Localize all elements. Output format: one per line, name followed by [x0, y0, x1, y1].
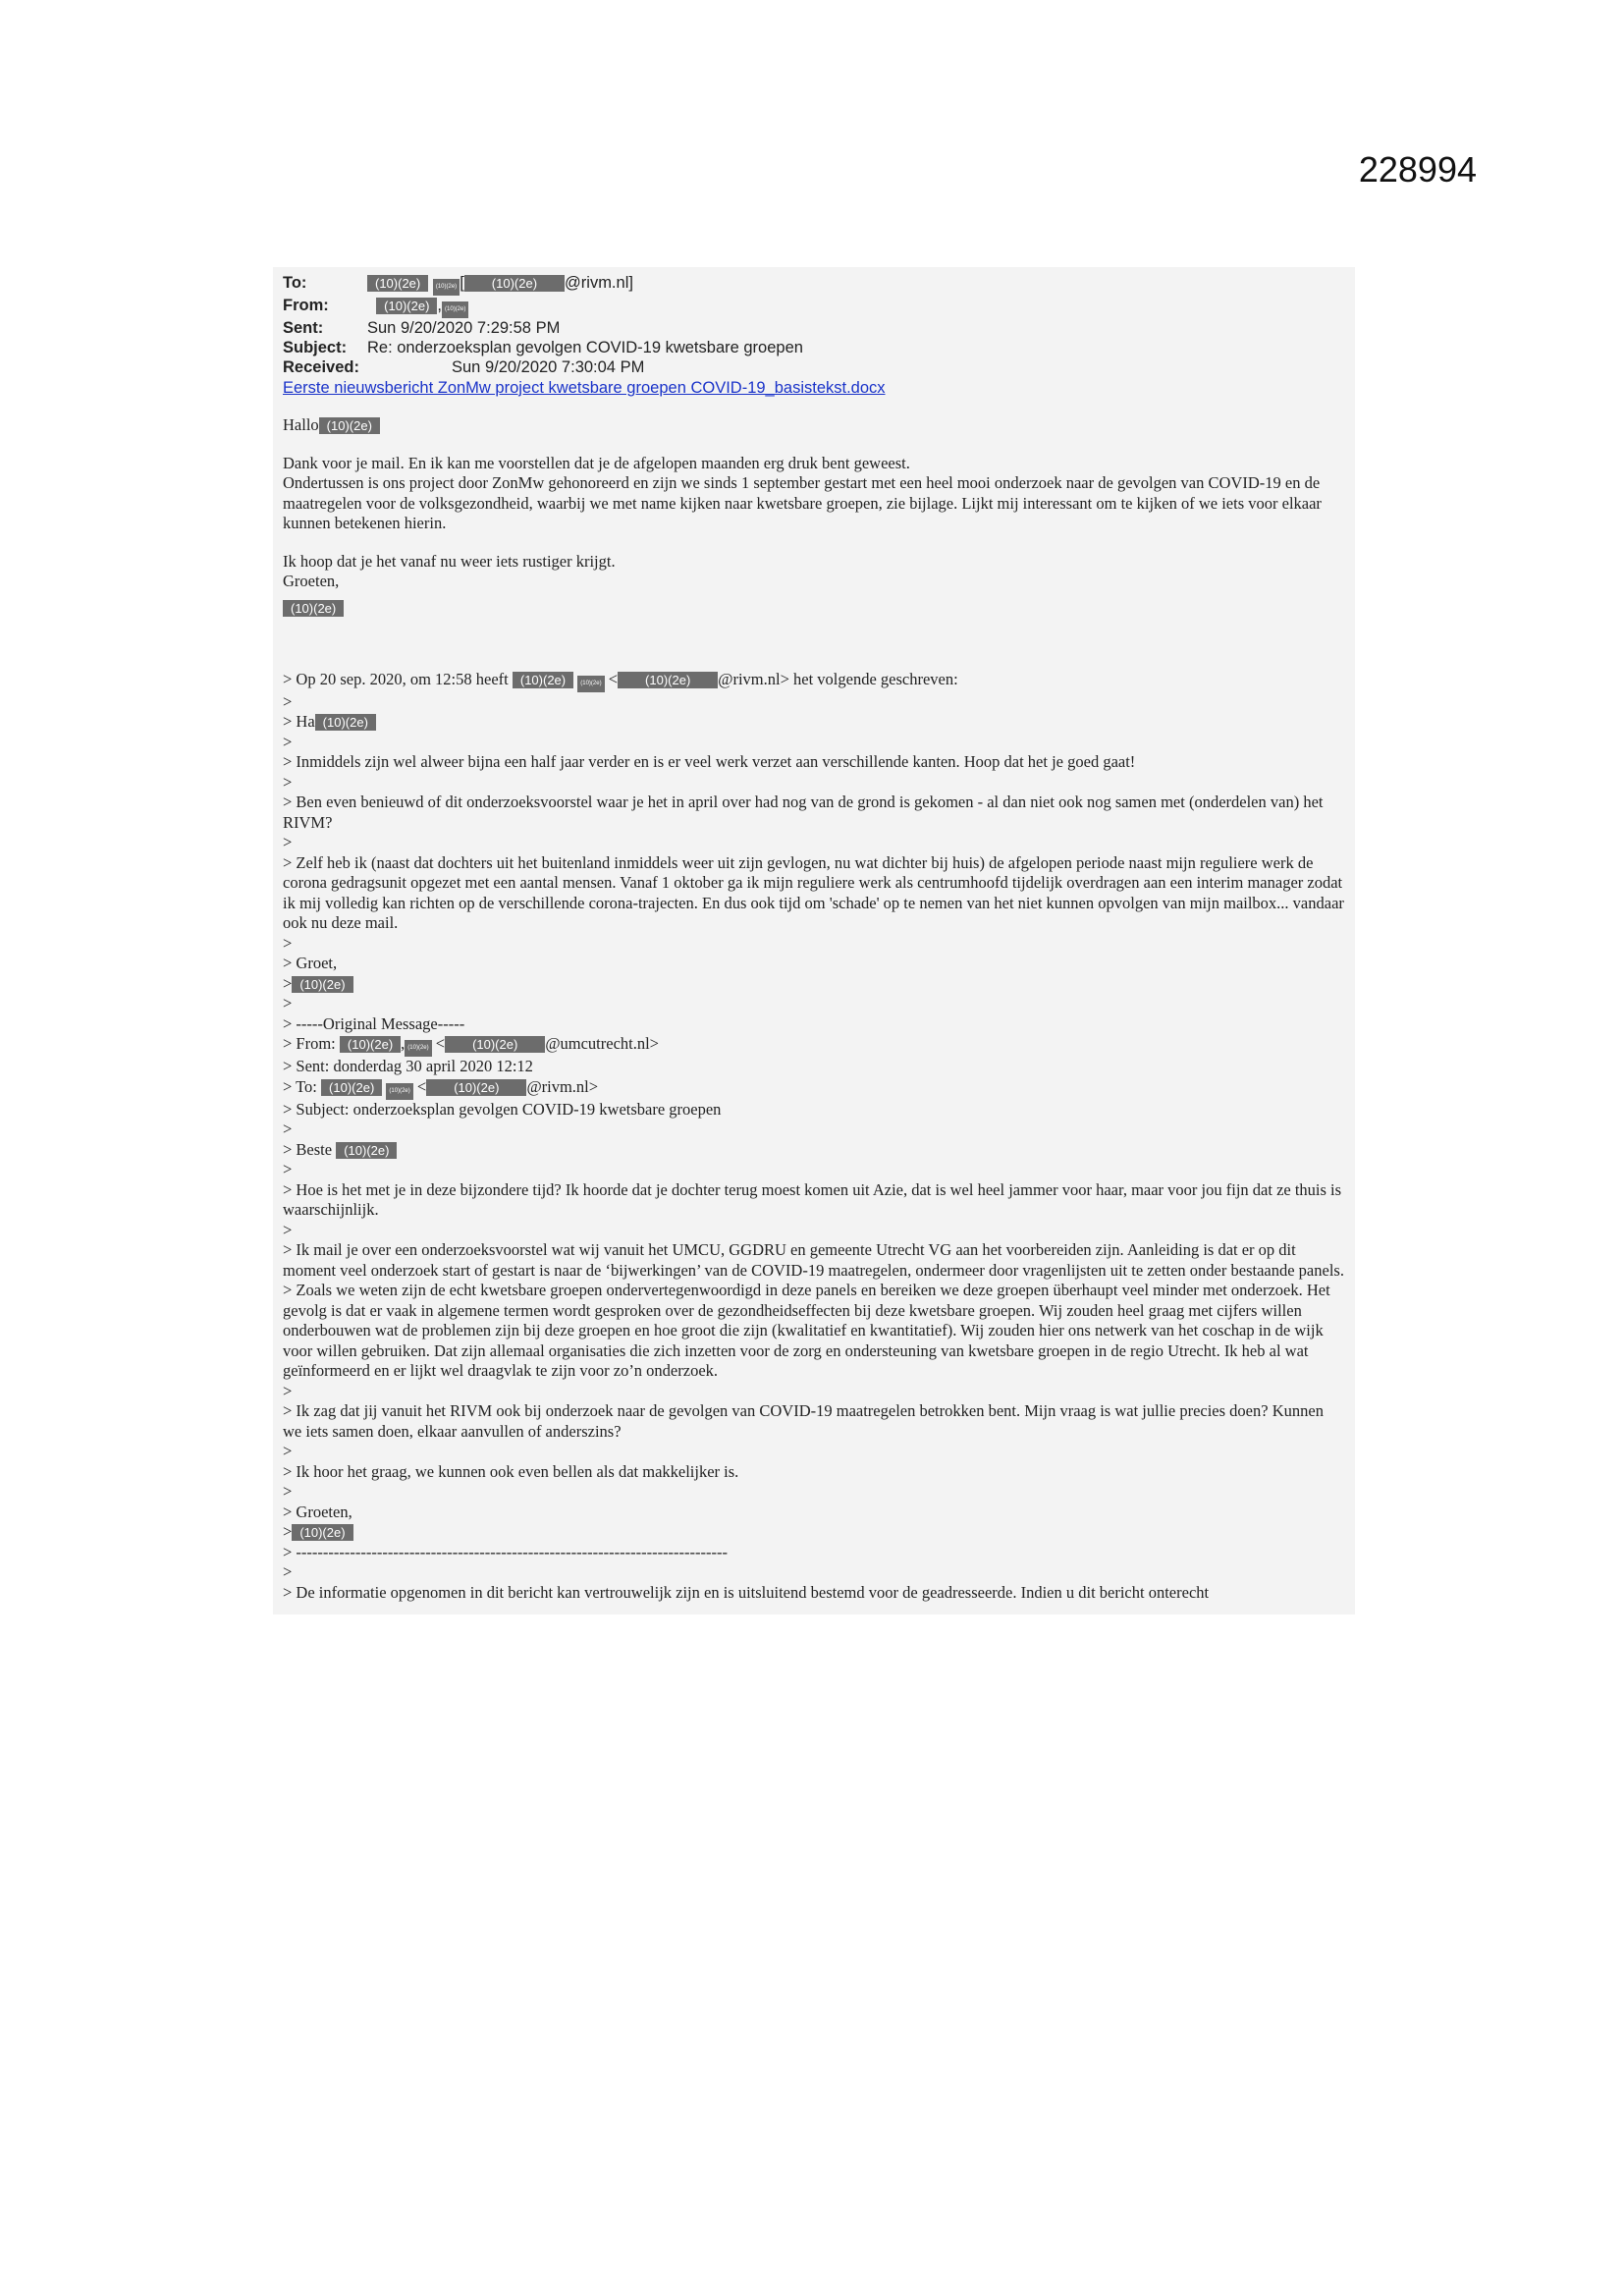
quoted-intro-text: > Op 20 sep. 2020, om 12:58 heeft — [283, 669, 509, 688]
quote-marker: > — [283, 1482, 293, 1501]
quote-marker: > — [283, 772, 293, 792]
quoted-beste — [283, 1140, 1345, 1161]
redaction: (10)(2e) — [367, 275, 428, 292]
quote-marker: > — [283, 994, 293, 1012]
sent-value: Sun 9/20/2020 7:29:58 PM — [367, 319, 561, 337]
quote-marker: > — [283, 1562, 293, 1581]
quote-marker: > — [283, 833, 293, 851]
quoted-to-label: > To: — [283, 1076, 317, 1096]
quoted-closing: > Groeten, — [283, 1502, 352, 1521]
to-row — [283, 273, 1345, 296]
redaction: (10)(2e) — [426, 1079, 526, 1096]
quote-marker: > — [283, 691, 293, 711]
quoted-paragraph: > Zoals we weten zijn de echt kwetsbare groepen ondervertegenwoordigd in deze panels en bereiken we deze groepen überhaupt veel minder met onderzoek. Het gevolg is dat er vaak in algemene termen wordt gesproken over de gezondheidseffecten bij deze kwetsbare groepen. Wij zouden heel graag met cijfers willen onderbouwen wat de problemen zijn bij deze groepen en hoe groot die zijn (kwalitatief en kwantitatief). Wij zouden hier ons netwerk van het coschap in de wijk voor willen gebruiken. Dat zijn allemaal organisaties die zich inzetten voor de zorg en ondersteuning van kwetsbare groepen in de regio Utrecht. Ik heb al wat geïnformeerd en er lijkt wel draagvlak te zijn voor zo’n onderzoek. — [283, 1281, 1330, 1380]
lt: < — [416, 1076, 427, 1096]
quoted-intro — [283, 670, 1345, 692]
quoted-paragraph: > Zelf heb ik (naast dat dochters uit het buitenland inmiddels weer uit zijn gevlogen, nu wat dichter bij huis) de afgelopen periode naast mijn reguliere werk de corona gedragsunit opgezet met een aantal mensen. Vanaf 1 oktober ga ik mijn reguliere werk als centrumhoofd tijdelijk overdragen aan een interim manager zodat ik mij volledig kan richten op de verschillende corona-trajecten. En dus ook tijd om 'schade' op te nemen van het niet kunnen opvolgen van mijn mailbox... vandaar ook nu deze mail. — [283, 852, 1344, 932]
redaction: (10)(2e) — [319, 417, 380, 434]
quote-marker: > — [283, 1381, 293, 1400]
disclaimer: > De informatie opgenomen in dit bericht kan vertrouwelijk zijn en is uitsluitend bestemd voor de geadresseerde. Indien u dit bericht onterecht — [283, 1582, 1210, 1602]
email-page — [273, 267, 1355, 1614]
redaction: (10)(2e) — [292, 1524, 352, 1541]
quoted-paragraph: > Ben even benieuwd of dit onderzoeksvoorstel waar je het in april over had nog van de grond is gekomen - al dan niet ook nog samen met (onderdelen van) het RIVM? — [283, 793, 1324, 832]
separator: , — [401, 1034, 406, 1053]
quoted-beste-text: > Beste — [283, 1139, 333, 1159]
quote-marker: > — [283, 1442, 293, 1460]
from-row — [283, 296, 1345, 318]
quote-marker: > — [283, 973, 293, 993]
quoted-greeting — [283, 712, 1345, 733]
lt: < — [608, 669, 619, 688]
redaction: (10)(2e) — [618, 672, 718, 688]
redaction: (10)(2e) — [283, 600, 344, 617]
quoted-sent: > Sent: donderdag 30 april 2020 12:12 — [283, 1057, 533, 1075]
from-label: From: — [283, 297, 329, 314]
redaction: (10)(2e) — [405, 1040, 431, 1057]
redaction: (10)(2e) — [445, 1036, 545, 1053]
separator-line: > -------------------------------------------------------------------------------- — [283, 1542, 729, 1561]
quote-marker: > — [283, 1120, 293, 1138]
quoted-greeting-text: > Ha — [283, 712, 315, 731]
closing: Groeten, — [283, 572, 340, 590]
subject-label: Subject: — [283, 339, 348, 356]
attachment-link[interactable]: Eerste nieuwsbericht ZonMw project kwetsbare groepen COVID-19_basistekst.docx — [283, 379, 886, 397]
quoted-to — [283, 1077, 1345, 1100]
quote-marker: > — [283, 1522, 293, 1541]
sent-label: Sent: — [283, 319, 324, 337]
redaction: (10)(2e) — [433, 279, 460, 296]
redaction: (10)(2e) — [340, 1036, 401, 1053]
quote-marker: > — [283, 1220, 293, 1239]
quoted-to-suffix: @rivm.nl> — [526, 1076, 599, 1096]
quoted-from — [283, 1034, 1345, 1057]
to-label: To: — [283, 274, 307, 292]
quote-marker: > — [283, 1160, 293, 1178]
quoted-paragraph: > Ik mail je over een onderzoeksvoorstel wat wij vanuit het UMCU, GGDRU en gemeente Utrecht VG aan het voorbereiden zijn. Aanleiding is dat er op dit moment veel onderzoek start of gestart is naar de ‘bijwerkingen’ van de COVID-19 maatregelen, ondermeer door vragenlijsten uit te zetten onder bestaande panels. — [283, 1240, 1344, 1280]
quoted-thread — [283, 670, 1345, 1604]
received-label: Received: — [283, 358, 359, 376]
quoted-paragraph: > Ik hoor het graag, we kunnen ook even bellen als dat makkelijker is. — [283, 1461, 739, 1481]
redaction: (10)(2e) — [336, 1142, 397, 1159]
redaction: (10)(2e) — [577, 676, 604, 692]
quoted-from-suffix: @umcutrecht.nl> — [545, 1034, 659, 1053]
quoted-from-label: > From: — [283, 1034, 336, 1053]
redaction: (10)(2e) — [513, 672, 573, 688]
redaction: (10)(2e) — [386, 1083, 412, 1100]
document-number: 228994 — [1358, 149, 1477, 190]
body-paragraph: Dank voor je mail. En ik kan me voorstellen dat je de afgelopen maanden erg druk bent geweest. — [283, 453, 910, 472]
body-paragraph: Ik hoop dat je het vanaf nu weer iets rustiger krijgt. — [283, 551, 616, 571]
quoted-subject: > Subject: onderzoeksplan gevolgen COVID-19 kwetsbare groepen — [283, 1099, 722, 1119]
to-suffix: @rivm.nl] — [565, 274, 633, 292]
quote-marker: > — [283, 933, 293, 953]
subject-value: Re: onderzoeksplan gevolgen COVID-19 kwetsbare groepen — [367, 339, 803, 356]
quote-marker: > — [283, 732, 293, 751]
subject-row — [283, 338, 1345, 357]
greeting-line — [283, 415, 1345, 436]
signature — [283, 598, 1345, 619]
redaction: (10)(2e) — [292, 976, 352, 993]
redaction: (10)(2e) — [321, 1079, 382, 1096]
to-separator: [ — [460, 274, 464, 292]
quoted-paragraph: > Hoe is het met je in deze bijzondere tijd? Ik hoorde dat je dochter terug moest komen uit Azie, dat is wel heel jammer voor haar, maar voor jou fijn dat ze thuis is waarschijnlijk. — [283, 1179, 1342, 1219]
quoted-paragraph: > Ik zag dat jij vanuit het RIVM ook bij onderzoek naar de gevolgen van COVID-19 maatregelen betrokken bent. Mijn vraag is wat jullie precies doen? Kunnen we iets samen doen, elkaar aanvullen of anderszins? — [283, 1401, 1324, 1441]
body-paragraph: Ondertussen is ons project door ZonMw gehonoreerd en zijn we sinds 1 september gestart met een heel mooi onderzoek naar de gevolgen van COVID-19 en de maatregelen voor de volksgezondheid, waarbij we met name kijken naar kwetsbare groepen, zie bijlage. Lijkt mij interessant om te kijken of we iets voor elkaar kunnen betekenen hierin. — [283, 473, 1322, 532]
received-value: Sun 9/20/2020 7:30:04 PM — [452, 358, 645, 376]
greeting: Hallo — [283, 415, 319, 434]
from-separator: , — [437, 297, 443, 314]
quoted-signature — [283, 1522, 1345, 1543]
quoted-intro-suffix: @rivm.nl> het volgende geschreven: — [718, 669, 958, 688]
original-message-marker: > -----Original Message----- — [283, 1013, 465, 1033]
lt: < — [435, 1034, 446, 1053]
redaction: (10)(2e) — [315, 714, 376, 731]
quoted-closing: > Groet, — [283, 954, 338, 972]
redaction: (10)(2e) — [442, 301, 468, 318]
redaction: (10)(2e) — [464, 275, 565, 292]
received-row — [283, 357, 1345, 377]
redaction: (10)(2e) — [376, 298, 437, 314]
quoted-paragraph: > Inmiddels zijn wel alweer bijna een half jaar verder en is er veel werk verzet aan verschillende kanten. Hoop dat het je goed gaat! — [283, 752, 1136, 771]
email-header — [283, 273, 1345, 398]
quoted-signature — [283, 974, 1345, 995]
sent-row — [283, 318, 1345, 338]
